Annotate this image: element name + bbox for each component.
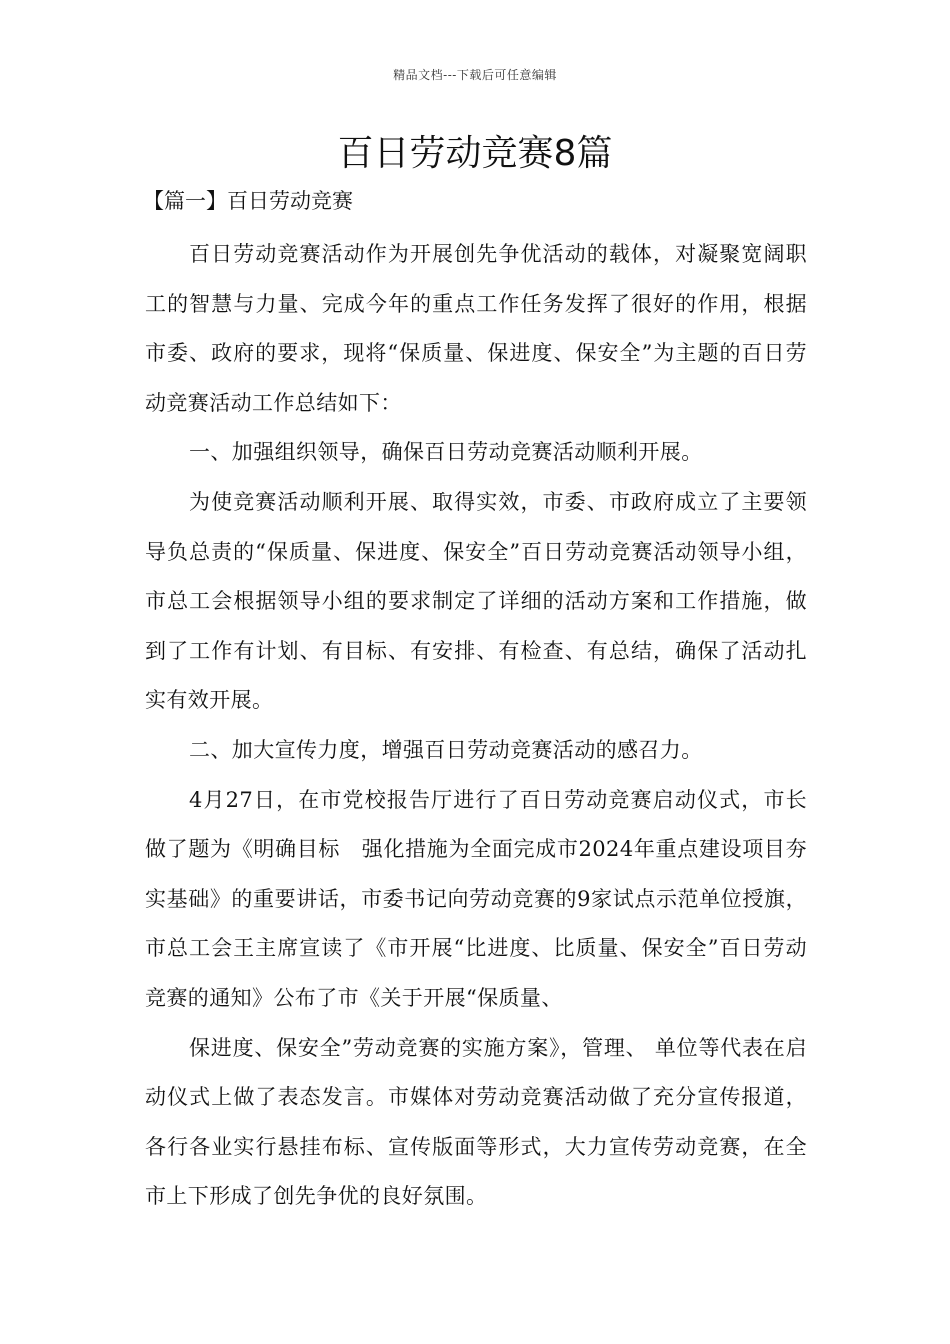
paragraph: 一、加强组织领导，确保百日劳动竞赛活动顺利开展。 <box>189 440 703 465</box>
paragraph: 二、加大宣传力度，增强百日劳动竞赛活动的感召力。 <box>189 737 703 762</box>
paragraph: 4月27日，在市党校报告厅进行了百日劳动竞赛启动仪式，市长做了题为《明确目标 强化措施为全面完成市2024年重点建设项目夯实基础》的重要讲话，市委书记向劳动竞赛的9家试点示范单位授旗，市总工会王主席宣读了《市开展“比进度、比质量、保安全”百日劳动竞赛的通知》公布了市《关于开展“保质量、 <box>145 787 807 1010</box>
paragraph: 保进度、保安全”劳动竞赛的实施方案》，管理、 单位等代表在启动仪式上做了表态发言。市媒体对劳动竞赛活动做了充分宣传报道，各行各业实行悬挂布标、宣传版面等形式，大力宣传劳动竞赛，在全市上下形成了创先争优的良好氛围。 <box>145 1035 807 1209</box>
body-text <box>145 230 807 1222</box>
paragraph: 百日劳动竞赛活动作为开展创先争优活动的载体，对凝聚宽阔职工的智慧与力量、完成今年的重点工作任务发挥了很好的作用，根据市委、政府的要求，现将“保质量、保进度、保安全”为主题的百日劳动竞赛活动工作总结如下： <box>145 242 807 415</box>
header-note: 精品文档---下载后可任意编辑 <box>393 68 557 82</box>
paragraph: 为使竞赛活动顺利开展、取得实效，市委、市政府成立了主要领导负总责的“保质量、保进度、保安全”百日劳动竞赛活动领导小组，市总工会根据领导小组的要求制定了详细的活动方案和工作措施，做到了工作有计划、有目标、有安排、有检查、有总结，确保了活动扎实有效开展。 <box>145 489 807 713</box>
document-title: 百日劳动竞赛8篇 <box>337 133 613 174</box>
section-heading: 【篇一】百日劳动竞赛 <box>143 189 353 213</box>
